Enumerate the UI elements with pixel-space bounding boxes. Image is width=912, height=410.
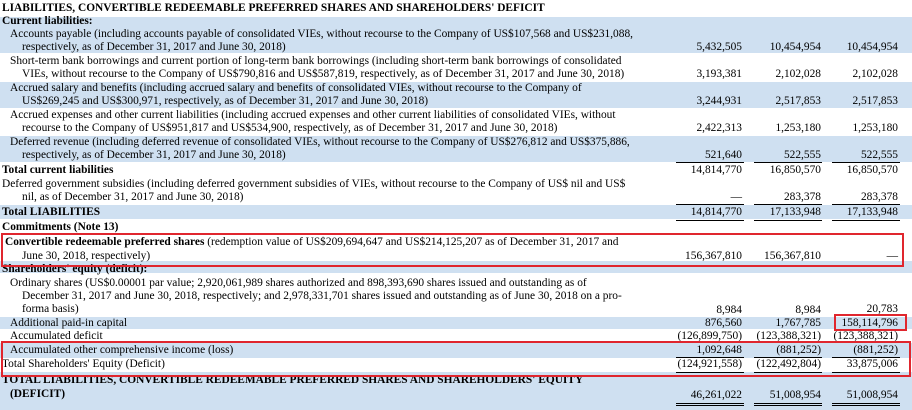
short-term-borrowings-label: Short-term bank borrowings and current portion of long-term bank borrowings (including short-term bank borrowings of consolidated [10, 55, 622, 67]
highlight-apic-proforma [834, 314, 907, 331]
accounts-payable-v2: 10,454,954 [769, 41, 821, 53]
accrued-salary-v2: 2,517,853 [775, 95, 821, 107]
aoci-label: Accumulated other comprehensive income (loss) [10, 344, 234, 356]
ordinary-shares-label: Ordinary shares (US$0.00001 par value; 2,920,061,989 shares authorized and 898,393,690 shares issued and outstanding as of [10, 277, 587, 289]
deferred-revenue-label-cont: respectively, as of December 31, 2017 and June 30, 2018) [22, 149, 286, 161]
accumulated-deficit-v2: (123,388,321) [756, 330, 821, 342]
deferred-government-v1: — [730, 191, 742, 203]
short-term-v3: 2,102,028 [852, 68, 898, 80]
underline [676, 204, 744, 205]
accounts-payable-label: Accounts payable (including accounts payable of consolidated VIEs, without recourse to the Company of US$107,568 and US$231,088, [10, 28, 633, 40]
deferred-government-label: Deferred government subsidies (including deferred government subsidies of VIEs, without recourse to the Company of US$ nil and US$ [2, 178, 626, 190]
underline [676, 162, 744, 163]
accumulated-deficit-label: Accumulated deficit [10, 330, 103, 342]
double-underline [832, 403, 900, 406]
convertible-preferred-label-cont: June 30, 2018, respectively) [22, 250, 151, 262]
accrued-salary-label: Accrued salary and benefits (including accrued salary and benefits of consolidated VIEs, without recourse to the Company of [10, 82, 582, 94]
underline [676, 220, 744, 221]
grand-total-label-cont: (DEFICIT) [10, 388, 66, 400]
commitments-label: Commitments (Note 13) [2, 221, 119, 233]
deferred-revenue-label: Deferred revenue (including deferred revenue of consolidated VIEs, without recourse to the Company of US$276,812 and US$375,886, [10, 136, 630, 148]
ordinary-shares-v2: 8,984 [795, 304, 821, 316]
total-equity-v2: (122,492,804) [756, 358, 821, 370]
grand-total-v2: 51,008,954 [769, 389, 821, 401]
apic-v3: 158,114,796 [841, 317, 898, 329]
aoci-v3: (881,252) [853, 344, 898, 356]
accrued-salary-label-cont: US$269,245 and US$300,971, respectively, as of December 31, 2017 and June 30, 2018) [22, 95, 429, 107]
convertible-preferred-desc: (redemption value of US$209,694,647 and US$214,125,207 as of December 31, 2017 and [204, 236, 619, 248]
deferred-revenue-v2: 522,555 [783, 149, 821, 161]
convertible-preferred-v3: — [886, 250, 898, 262]
total-equity-v1: (124,921,558) [677, 358, 742, 370]
total-liabilities-v3: 17,133,948 [846, 206, 898, 218]
short-term-v1: 3,193,381 [696, 68, 742, 80]
ordinary-shares-v1: 8,984 [716, 304, 742, 316]
accounts-payable-label-cont: respectively, as of December 31, 2017 and June 30, 2018) [22, 41, 286, 53]
grand-total-label: TOTAL LIABILITIES, CONVERTIBLE REDEEMABLE PREFERRED SHARES AND SHAREHOLDERS' EQUITY [2, 374, 584, 386]
highlight-aoci-total-equity [1, 341, 911, 377]
grand-total-v1: 46,261,022 [690, 389, 742, 401]
total-liabilities-label: Total LIABILITIES [2, 206, 101, 218]
short-term-v2: 2,102,028 [775, 68, 821, 80]
section-title: LIABILITIES, CONVERTIBLE REDEEMABLE PREFERRED SHARES AND SHAREHOLDERS' DEFICIT [2, 2, 545, 14]
apic-label: Additional paid-in capital [10, 317, 128, 329]
total-current-v2: 16,850,570 [769, 164, 821, 176]
apic-v1: 876,560 [704, 317, 742, 329]
convertible-preferred-title: Convertible redeemable preferred shares [5, 236, 205, 248]
deferred-government-label-cont: nil, as of December 31, 2017 and June 30, 2018) [22, 191, 244, 203]
total-liabilities-v1: 14,814,770 [690, 206, 742, 218]
highlight-convertible-preferred [1, 233, 904, 267]
deferred-revenue-v1: 521,640 [704, 149, 742, 161]
short-term-borrowings-label-cont: VIEs, without recourse to the Company of US$790,816 and US$587,819, respectively, as of December 31, 2017 and June 30, 2018) [22, 68, 625, 80]
grand-total-v3: 51,008,954 [846, 389, 898, 401]
underline [832, 220, 900, 221]
ordinary-shares-label-cont2: forma basis) [22, 303, 79, 315]
ordinary-shares-label-cont: December 31, 2017 and June 30, 2018, respectively; and 2,978,331,701 shares issued and outstanding as of June 30, 2018 on a pro- [22, 290, 622, 302]
double-underline [676, 403, 744, 406]
total-equity-label: Total Shareholders' Equity (Deficit) [2, 358, 165, 370]
deferred-government-v2: 283,378 [783, 191, 821, 203]
aoci-v2: (881,252) [776, 344, 821, 356]
accrued-salary-v3: 2,517,853 [852, 95, 898, 107]
total-current-v3: 16,850,570 [846, 164, 898, 176]
deferred-government-v3: 283,378 [860, 191, 898, 203]
accrued-expenses-label-cont: recourse to the Company of US$951,817 and US$534,900, respectively, as of December 31, 2017 and June 30, 2018) [22, 122, 558, 134]
underline [754, 162, 822, 163]
accrued-expenses-v3: 1,253,180 [852, 122, 898, 134]
underline [832, 204, 900, 205]
equity-heading: Shareholders' equity (deficit): [2, 263, 148, 275]
accumulated-deficit-v1: (126,899,750) [677, 330, 742, 342]
aoci-v1: 1,092,648 [696, 344, 742, 356]
underline [832, 162, 900, 163]
accrued-salary-v1: 3,244,931 [696, 95, 742, 107]
current-liabilities-heading: Current liabilities: [2, 15, 93, 27]
total-current-v1: 14,814,770 [690, 164, 742, 176]
convertible-preferred-v2: 156,367,810 [764, 250, 821, 262]
underline [754, 204, 822, 205]
accrued-expenses-v2: 1,253,180 [775, 122, 821, 134]
accrued-expenses-label: Accrued expenses and other current liabilities (including accrued expenses and other current liabilities of consolidated VIEs, without [10, 109, 616, 121]
deferred-revenue-v3: 522,555 [860, 149, 898, 161]
ordinary-shares-v3: 20,783 [866, 303, 898, 315]
accumulated-deficit-v3: (123,388,321) [833, 330, 898, 342]
double-underline [754, 403, 822, 406]
total-liabilities-v2: 17,133,948 [769, 206, 821, 218]
accounts-payable-v1: 5,432,505 [696, 41, 742, 53]
convertible-preferred-v1: 156,367,810 [685, 250, 742, 262]
accrued-expenses-v1: 2,422,313 [696, 122, 742, 134]
stripe [0, 17, 912, 28]
apic-v2: 1,767,785 [775, 317, 821, 329]
underline [754, 220, 822, 221]
total-current-liabilities-label: Total current liabilities [2, 164, 114, 176]
accounts-payable-v3: 10,454,954 [846, 41, 898, 53]
total-equity-v3: 33,875,006 [846, 358, 898, 370]
